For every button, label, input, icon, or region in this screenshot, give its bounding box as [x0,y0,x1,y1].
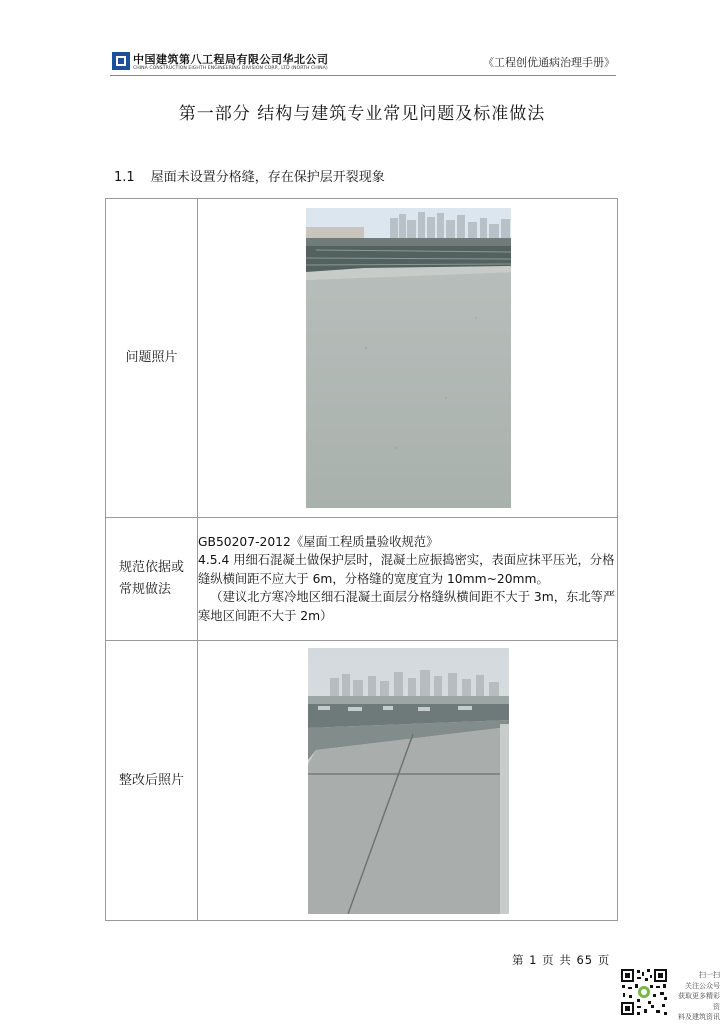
spec-label-line1: 规范依据或 [118,560,184,575]
rectified-photo-row [106,641,618,921]
rectified-photo-label: 整改后照片 [118,772,184,788]
spec-row [106,518,618,641]
problem-photo-label: 问题照片 [125,350,178,365]
spec-label-line2: 常规做法 [118,582,171,597]
qr-caption-line4: 料及建筑资讯 [678,1013,720,1022]
company-logo-icon [112,52,130,70]
qr-caption-line2: 关注公众号 [685,981,720,990]
section-number: 1.1 [114,170,135,185]
spec-clause: 4.5.4 用细石混凝土做保护层时，混凝土应振捣密实，表面应抹平压光，分格缝纵横间距不应大于 6m，分格缝的宽度宜为 10mm~20mm。 [198,553,615,586]
spec-label-cell [106,518,198,641]
issue-table [105,198,618,921]
qr-caption-line3: 获取更多精彩资 [678,992,720,1011]
qr-caption-line1: 扫一扫 [699,971,720,979]
problem-photo-row [106,199,618,518]
section-heading [114,166,385,185]
rectified-photo-label-cell [106,641,198,921]
spec-label [119,557,184,601]
section-title: 屋面未设置分格缝，存在保护层开裂现象 [150,170,385,185]
company-name-en: CHINA CONSTRUCTION EIGHTH ENGINEERING DIVISION CORP., LTD (NORTH CHINA) [133,66,328,71]
spec-content-cell [198,518,618,641]
spec-recommendation: （建议北方寒冷地区细石混凝土面层分格缝纵横间距不大于 3m，东北等严寒地区间距不大于 2m） [198,590,616,623]
qr-code-icon [620,968,668,1016]
header-divider [110,75,616,76]
part-title: 第一部分 结构与建筑专业常见问题及标准做法 [178,104,546,124]
company-name-cn: 中国建筑第八工程局有限公司华北公司 [133,53,329,66]
page-number: 第 1 页 共 65 页 [512,953,611,967]
problem-photo-label-cell [106,199,198,518]
rectified-photo [308,648,509,914]
problem-photo [306,208,511,508]
spec-standard: GB50207-2012《屋面工程质量验收规范》 [198,534,439,549]
rectified-photo-cell [198,641,618,921]
qr-caption [674,970,720,1023]
manual-title: 《工程创优通病治理手册》 [483,56,615,69]
problem-photo-cell [198,199,618,518]
